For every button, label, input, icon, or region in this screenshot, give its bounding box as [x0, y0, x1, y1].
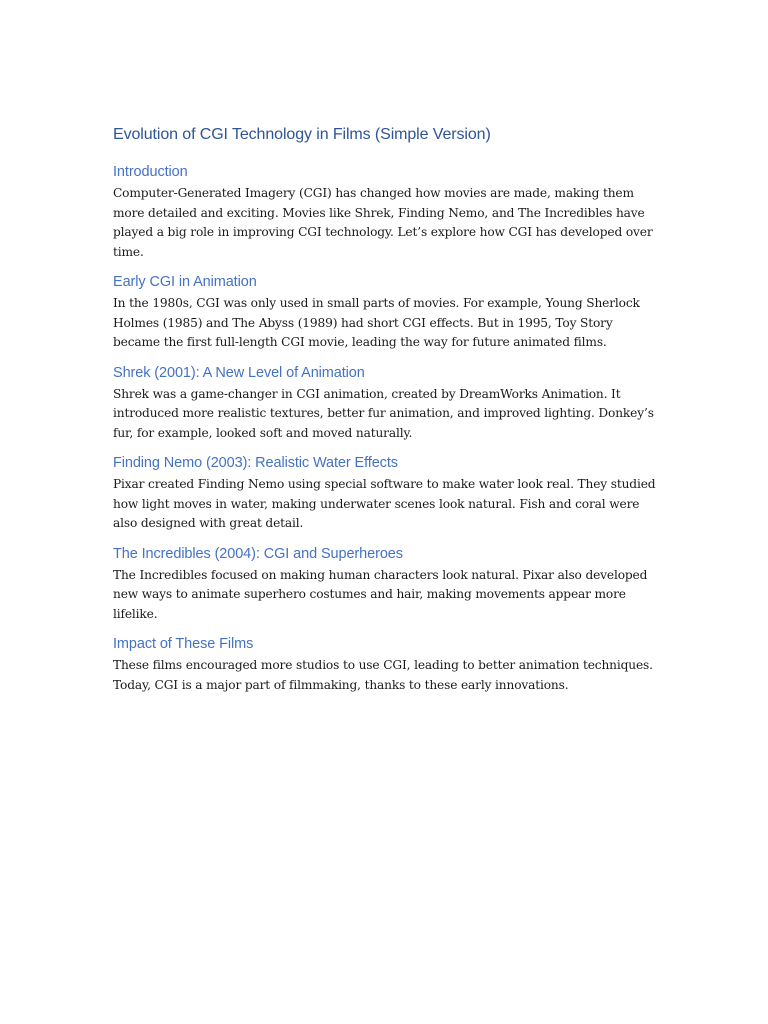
section-shrek	[113, 363, 658, 444]
section-heading: The Incredibles (2004): CGI and Superheroes	[113, 545, 403, 562]
section-incredibles	[113, 544, 658, 625]
section-heading: Introduction	[113, 164, 188, 180]
section-introduction	[113, 162, 658, 262]
section-paragraph: Shrek was a game-changer in CGI animation, created by DreamWorks Animation. It introduced more realistic textures, better fur animation, and improved lighting. Donkey’s fur, for example, looked soft and moved naturally.	[113, 386, 654, 440]
section-heading: Shrek (2001): A New Level of Animation	[113, 364, 365, 381]
section-paragraph: These films encouraged more studios to use CGI, leading to better animation techniques. Today, CGI is a major part of filmmaking, thanks to these early innovations.	[113, 658, 653, 692]
section-paragraph: Pixar created Finding Nemo using special software to make water look real. They studied how light moves in water, making underwater scenes look natural. Fish and coral were also designed with great detail.	[113, 477, 656, 530]
section-early-cgi	[113, 272, 658, 353]
section-paragraph: In the 1980s, CGI was only used in small parts of movies. For example, Young Sherlock Holmes (1985) and The Abyss (1989) had short CGI effects. But in 1995, Toy Story became the first full-length CGI movie, leading the way for future animated films.	[113, 296, 640, 349]
section-heading: Early CGI in Animation	[113, 274, 257, 290]
section-finding-nemo	[113, 453, 658, 534]
section-heading: Finding Nemo (2003): Realistic Water Effects	[113, 455, 398, 471]
section-paragraph: The Incredibles focused on making human characters look natural. Pixar also developed new ways to animate superhero costumes and hair, making movements appear more lifelike.	[113, 567, 648, 621]
section-heading: Impact of These Films	[113, 636, 254, 652]
document-page	[113, 124, 658, 705]
section-impact	[113, 634, 658, 695]
document-title: Evolution of CGI Technology in Films (Simple Version)	[113, 126, 491, 143]
section-paragraph: Computer-Generated Imagery (CGI) has changed how movies are made, making them more detailed and exciting. Movies like Shrek, Finding Nemo, and The Incredibles have played a big role in improving CGI technology. Let’s explore how CGI has developed over time.	[113, 186, 653, 259]
